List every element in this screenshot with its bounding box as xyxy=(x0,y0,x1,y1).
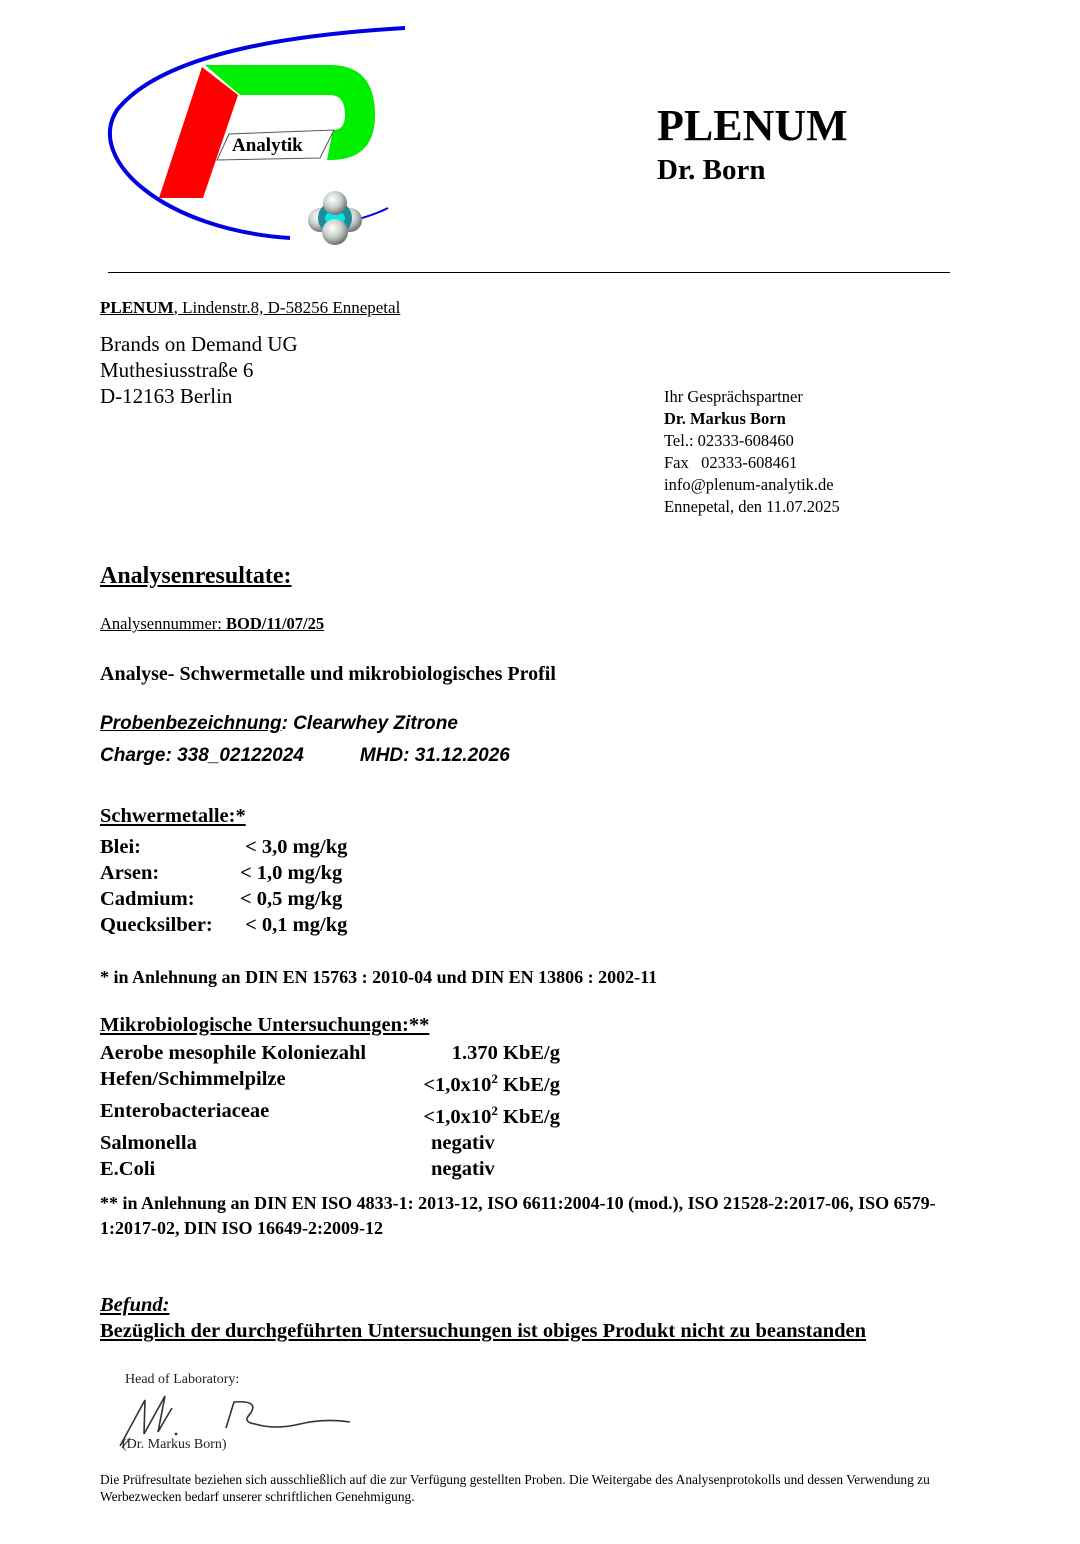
finding-text: Bezüglich der durchgeführten Untersuchungen ist obiges Produkt nicht zu beanstanden xyxy=(100,1320,866,1342)
signer-name: (Dr. Markus Born) xyxy=(122,1437,227,1452)
recipient-address xyxy=(100,331,298,409)
micro-value xyxy=(400,1098,560,1130)
micro-exponent: 2 xyxy=(491,1102,498,1118)
metal-row xyxy=(100,834,347,860)
heavy-metals-footnote: * in Anlehnung an DIN EN 15763 : 2010-04 und DIN EN 13806 : 2002-11 xyxy=(100,967,658,987)
finding-heading: Befund: xyxy=(100,1294,170,1316)
heavy-metals-table xyxy=(100,834,347,938)
micro-value xyxy=(400,1040,560,1066)
metal-row xyxy=(100,886,347,912)
header-divider xyxy=(108,272,950,273)
logo-red-bar xyxy=(159,67,238,198)
micro-row xyxy=(100,1066,560,1098)
metal-value: < 1,0 mg/kg xyxy=(240,862,343,884)
heavy-metals-heading: Schwermetalle:* xyxy=(100,805,246,827)
micro-row xyxy=(100,1156,560,1182)
signature-role: Head of Laboratory: xyxy=(125,1372,240,1387)
results-heading: Analysenresultate: xyxy=(100,563,292,589)
logo-text: Analytik xyxy=(232,135,303,156)
sender-address: , Lindenstr.8, D-58256 Ennepetal xyxy=(173,298,401,317)
metal-label: Arsen: xyxy=(100,862,160,884)
micro-unit: KbE/g xyxy=(497,1042,560,1064)
charge-line xyxy=(100,744,510,768)
contact-place-date: Ennepetal, den 11.07.2025 xyxy=(664,497,840,516)
contact-block xyxy=(664,386,840,518)
micro-unit: KbE/g xyxy=(497,1105,560,1128)
metal-value: < 3,0 mg/kg xyxy=(240,836,348,858)
recipient-street: Muthesiusstraße 6 xyxy=(100,358,254,382)
microbiology-heading: Mikrobiologische Untersuchungen:** xyxy=(100,1014,430,1036)
micro-label: Enterobacteriaceae xyxy=(100,1099,270,1122)
micro-exponent: 2 xyxy=(491,1071,498,1086)
micro-label: Aerobe mesophile Koloniezahl xyxy=(100,1042,367,1064)
micro-value xyxy=(400,1066,560,1098)
contact-name: Dr. Markus Born xyxy=(664,409,786,428)
sample-designation xyxy=(100,712,458,736)
recipient-city: D-12163 Berlin xyxy=(100,384,233,408)
micro-number: 1.370 xyxy=(451,1042,498,1064)
analysis-number xyxy=(100,614,324,634)
plenum-analytik-logo xyxy=(105,20,415,260)
metal-label: Cadmium: xyxy=(100,888,195,910)
disclaimer: Die Prüfresultate beziehen sich ausschließlich auf die zur Verfügung gestellten Proben. Die Weitergabe des Analysenprotokolls und dessen Verwendung zu Werbezwecken bedarf unserer schriftlichen Genehmigung. xyxy=(100,1472,930,1504)
contact-tel: Tel.: 02333-608460 xyxy=(664,431,794,450)
sample-value: : Clearwhey Zitrone xyxy=(281,713,458,734)
metal-value: < 0,5 mg/kg xyxy=(240,888,343,910)
sender-name: PLENUM xyxy=(100,298,174,317)
recipient-company: Brands on Demand UG xyxy=(100,332,298,356)
metal-value: < 0,1 mg/kg xyxy=(240,914,348,936)
molecule-icon xyxy=(308,191,362,245)
micro-unit: KbE/g xyxy=(497,1073,560,1096)
micro-label: Salmonella xyxy=(100,1131,197,1154)
microbiology-table xyxy=(100,1040,560,1182)
micro-row xyxy=(100,1098,560,1130)
micro-row xyxy=(100,1130,560,1156)
microbiology-footnote: ** in Anlehnung an DIN EN ISO 4833-1: 2013-12, ISO 6611:2004-10 (mod.), ISO 21528-2:2017-06, ISO 6579-1:2017-02, DIN ISO 16649-2:2009-12 xyxy=(100,1193,936,1238)
brand-name: PLENUM xyxy=(657,101,848,150)
micro-label: E.Coli xyxy=(100,1157,156,1180)
sample-label: Probenbezeichnung xyxy=(100,713,282,734)
metal-label: Blei: xyxy=(100,836,141,858)
analysis-number-label: Analysennummer: xyxy=(100,614,227,633)
metal-row xyxy=(100,860,347,886)
metal-row xyxy=(100,912,347,938)
analysis-title: Analyse- Schwermetalle und mikrobiologisches Profil xyxy=(100,663,556,685)
micro-row xyxy=(100,1040,560,1066)
metal-label: Quecksilber: xyxy=(100,914,213,936)
mhd-value: MHD: 31.12.2026 xyxy=(359,745,510,766)
charge-value: Charge: 338_02122024 xyxy=(100,745,304,766)
contact-fax: Fax 02333-608461 xyxy=(664,453,798,472)
micro-number: <1,0x10 xyxy=(423,1105,492,1128)
contact-label: Ihr Gesprächspartner xyxy=(664,387,803,406)
micro-value: negativ xyxy=(431,1131,495,1154)
micro-label: Hefen/Schimmelpilze xyxy=(100,1068,286,1090)
micro-number: <1,0x10 xyxy=(423,1073,492,1096)
micro-value: negativ xyxy=(431,1157,495,1180)
brand-subtitle: Dr. Born xyxy=(657,154,766,186)
contact-email: info@plenum-analytik.de xyxy=(664,475,834,494)
sender-line xyxy=(100,298,400,318)
analysis-number-value: BOD/11/07/25 xyxy=(226,614,325,633)
